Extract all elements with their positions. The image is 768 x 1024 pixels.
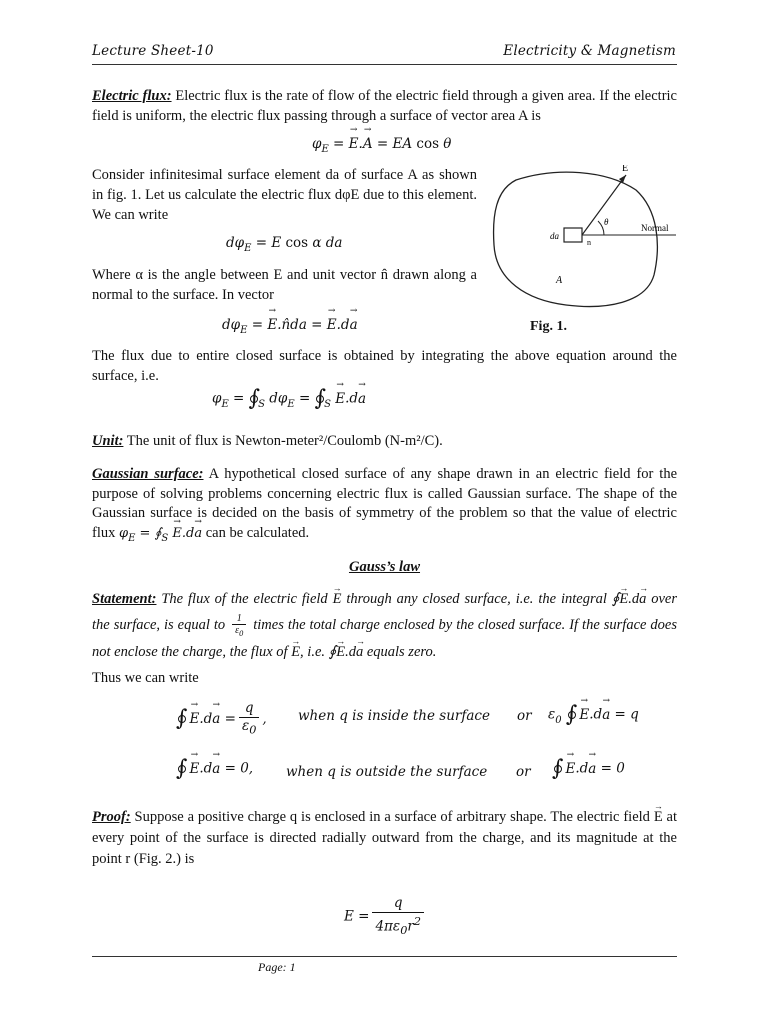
fig-label-da: da <box>550 231 559 241</box>
gauss-eq-inside: ∫→ E.d→ a = $\frac{q}{\varepsilon_0}$ , <box>176 700 267 739</box>
statement-paragraph: Statement: The flux of the electric field → E through any closed surface, i.e. the integral ∮→ E.d→ a over the surface, is equal to $\frac{1}{\varepsilon_0}$ times the total charge enclosed by the closed surface. If the surface does not enclose the charge, the flux of → E, i.e. ∮→ E.d→ a equals zero. <box>92 586 677 665</box>
closed-surface-integral: $\varphi_E = \int_S$ $d\varphi_E = \int_S \to E.d\to a$ <box>212 388 366 410</box>
or-2: or <box>516 764 531 780</box>
header-right: Electricity & Magnetism <box>503 43 676 59</box>
fig-label-normal: Normal <box>641 223 669 233</box>
header-left: Lecture Sheet-10 <box>92 43 214 59</box>
unit-line <box>92 431 677 451</box>
flux-definition <box>92 86 677 126</box>
gaussian-text: A hypothetical closed surface of any shape drawn in an electric field for the purpose of solving problems concerning electric flux is called Gaussian surface. The shape of the Gaussian surface is decided on the basis of symmetry of the problem so that the value of electric flux <box>92 466 678 541</box>
header-rule <box>92 64 677 65</box>
unit-label: Unit: <box>92 433 124 449</box>
dflux-vector-equation: $d\varphi_E$ = → E.n̂da = → E.d→ a <box>222 317 358 333</box>
vec-E-symbol: → E <box>333 586 342 612</box>
proof-paragraph: Proof: Suppose a positive charge q is enclosed in a surface of arbitrary shape. The electric field → E at every point of the surface is directed radially outward from the charge, and its magnitude at the point r (Fig. 2.) is <box>92 807 677 870</box>
para-entire: The flux due to entire closed surface is obtained by integrating the above equation around the surface, i.e. <box>92 348 677 384</box>
footer-rule <box>92 956 677 957</box>
proof-text1: Suppose a positive charge q is enclosed in a surface of arbitrary shape. The electric field <box>130 809 650 825</box>
dflux-equation: $d\varphi_E = E$ cos α da <box>226 235 343 254</box>
gauss-law-title: Gauss’s law <box>348 559 421 575</box>
gauss-eq-outside: ∫→ E.d→ a = 0, <box>176 758 253 780</box>
gaussian-inline-eq: $\varphi_E$ = $∮_S \to E.d\to a$ <box>119 526 202 541</box>
gauss-eq-inside-alt: $\varepsilon_0$ ∫→ E.d→ a = q <box>548 704 639 726</box>
statement-part1: The flux of the electric field <box>156 591 328 607</box>
figure-caption: Fig. 1. <box>530 319 567 334</box>
gaussian-label: Gaussian surface: <box>92 466 204 482</box>
cond-outside: when q is outside the surface <box>286 764 488 780</box>
proof-label: Proof: <box>92 809 131 825</box>
thus-line: Thus we can write <box>92 670 199 686</box>
coulomb-field-equation: E = $\frac{q}{4\pi\varepsilon_0r^2}$ <box>344 895 427 939</box>
para-consider: Consider infinitesimal surface element da of surface A as shown in fig. 1. Let us calculate the electric flux dφE due to this element. We can write <box>92 167 477 223</box>
figure-1 <box>486 165 681 315</box>
gaussian-paragraph <box>92 465 677 544</box>
gaussian-tail: can be calculated. <box>202 524 310 541</box>
page-number: Page: 1 <box>258 960 296 974</box>
statement-part4: times the total charge enclosed by the closed surface. If the surface does not enclose the charge, the flux of <box>92 617 677 660</box>
unit-text: The unit of flux is Newton-meter²/Coulomb (N-m²/C). <box>123 433 443 449</box>
fig-label-theta: θ <box>604 217 609 227</box>
fig-label-n: n <box>587 238 591 247</box>
statement-part6: equals zero. <box>363 643 437 660</box>
flux-equation: $\varphi_E$ = → E.→ A = EA cos θ <box>312 136 451 152</box>
statement-label: Statement: <box>92 591 157 607</box>
fig-label-E: E <box>622 165 629 174</box>
statement-part5: , i.e. <box>300 643 326 660</box>
para-where: Where α is the angle between E and unit vector n̂ drawn along a normal to the surface. In vector <box>92 267 477 303</box>
flux-label: Electric flux: <box>92 88 172 104</box>
proof-text2: at every point of the surface is directed radially outward from the charge, and its magnitude at the point r (Fig. 2.) is <box>92 809 678 867</box>
statement-part3: over the surface, is equal to <box>92 591 678 633</box>
statement-part2: through any closed surface, i.e. the integral <box>341 591 607 607</box>
flux-text: Electric flux is the rate of flow of the electric field through a given area. If the electric field is uniform, the electric flux passing through a surface of vector area A is <box>92 88 677 124</box>
cond-inside: when q is inside the surface <box>298 708 490 724</box>
gauss-eq-outside-alt: ∫→ E.d→ a = 0 <box>552 758 625 780</box>
or-1: or <box>517 708 532 724</box>
fig-label-A: A <box>556 275 563 286</box>
